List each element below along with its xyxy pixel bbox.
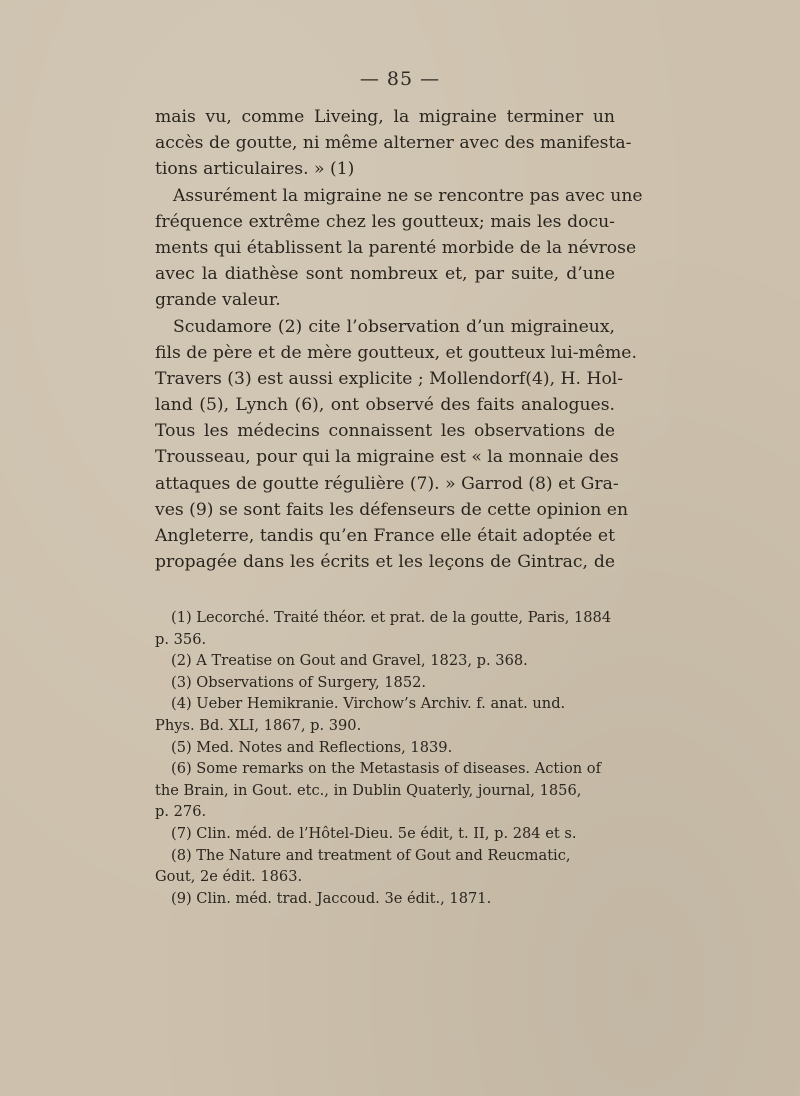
text-line: ments qui établissent la parenté morbide de la névrose bbox=[155, 237, 637, 258]
text-line: fréquence extrême chez les goutteux; mais les docu- bbox=[155, 211, 615, 232]
text-line: propagée dans les écrits et les leçons de Gintrac, de bbox=[155, 552, 615, 573]
footnote-line: (8) The Nature and treatment of Gout and Reucmatic, bbox=[171, 846, 571, 864]
footnote-line: p. 276. bbox=[155, 803, 207, 821]
text-line: ves (9) se sont faits les défenseurs de cette opinion en bbox=[155, 499, 629, 520]
text-line: Travers (3) est aussi explicite ; Mollendorf(4), H. Hol- bbox=[155, 368, 624, 389]
footnote-line: (2) A Treatise on Gout and Gravel, 1823, p. 368. bbox=[171, 652, 528, 670]
text-line: fils de père et de mère goutteux, et goutteux lui-même. bbox=[155, 342, 637, 363]
footnote-line: (7) Clin. méd. de l’Hôtel-Dieu. 5e édit, t. II, p. 284 et s. bbox=[171, 824, 577, 842]
footnote-line: p. 356. bbox=[155, 630, 207, 648]
footnote-line: (6) Some remarks on the Metastasis of diseases. Action of bbox=[171, 760, 601, 778]
text-line: Angleterre, tandis qu’en France elle était adoptée et bbox=[155, 526, 615, 546]
footnote-line: (1) Lecorché. Traité théor. et prat. de la goutte, Paris, 1884 bbox=[171, 609, 612, 626]
text-line: avec la diathèse sont nombreux et, par suite, d’une bbox=[155, 264, 615, 285]
text-line: tions articulaires. » (1) bbox=[155, 159, 355, 180]
text-line: accès de goutte, ni même alterner avec des manifesta- bbox=[155, 133, 632, 154]
text-line: grande valeur. bbox=[155, 290, 281, 311]
page-number: — 85 — bbox=[359, 68, 441, 90]
footnotes bbox=[155, 607, 612, 909]
footnote-line: (5) Med. Notes and Reflections, 1839. bbox=[171, 738, 453, 756]
text-line: Assurément la migraine ne se rencontre pas avec une bbox=[173, 185, 643, 206]
text-line: Scudamore (2) cite l’observation d’un migraineux, bbox=[173, 316, 615, 337]
body-text bbox=[155, 104, 643, 575]
text-line: Tous les médecins connaissent les observations de bbox=[155, 421, 615, 442]
footnote-line: the Brain, in Gout. etc., in Dublin Quaterly, journal, 1856, bbox=[155, 781, 582, 799]
footnote-line: (9) Clin. méd. trad. Jaccoud. 3e édit., 1871. bbox=[171, 889, 492, 907]
footnote-line: (3) Observations of Surgery, 1852. bbox=[171, 673, 427, 691]
text-line: land (5), Lynch (6), ont observé des faits analogues. bbox=[155, 395, 615, 416]
text-line: attaques de goutte régulière (7). » Garrod (8) et Gra- bbox=[155, 473, 619, 494]
text-line: mais vu, comme Liveing, la migraine terminer un bbox=[155, 107, 615, 127]
footnote-line: Gout, 2e édit. 1863. bbox=[155, 868, 303, 886]
footnote-line: Phys. Bd. XLI, 1867, p. 390. bbox=[155, 716, 362, 734]
footnote-line: (4) Ueber Hemikranie. Virchow’s Archiv. f. anat. und. bbox=[171, 695, 566, 713]
text-line: Trousseau, pour qui la migraine est « la monnaie des bbox=[155, 447, 619, 468]
